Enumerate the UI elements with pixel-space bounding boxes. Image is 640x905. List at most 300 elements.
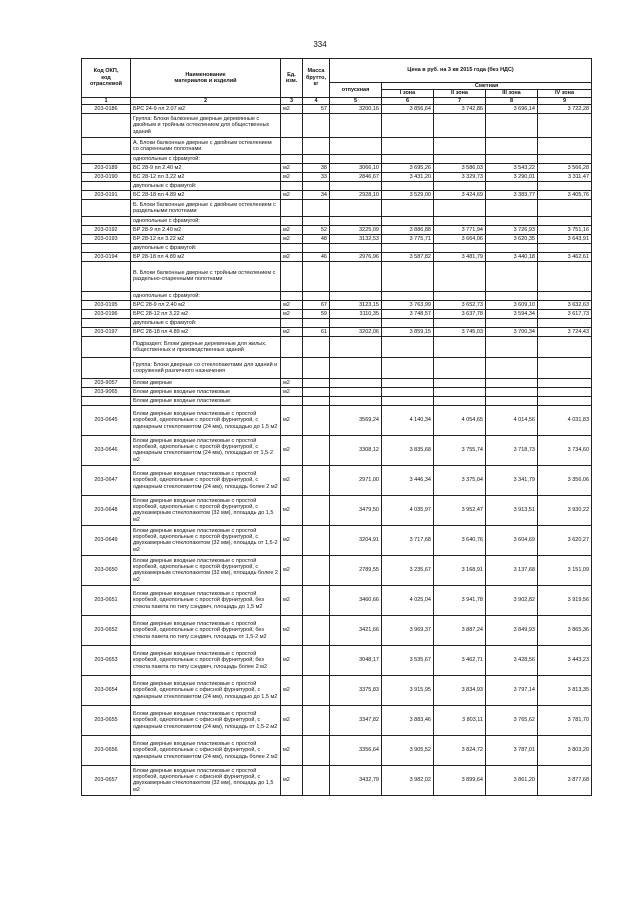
row-mass <box>303 525 330 555</box>
row-zone4-price: 3 311,47 <box>538 172 592 181</box>
column-number: 9 <box>538 97 592 104</box>
row-code <box>82 261 131 291</box>
column-number: 5 <box>330 97 382 104</box>
table-row <box>82 300 592 309</box>
row-unit: м2 <box>281 615 303 645</box>
row-release-price: 3479,50 <box>330 495 382 525</box>
header-unit-line1: Ед. <box>287 71 296 78</box>
row-zone2-price: 3 742,86 <box>434 104 486 113</box>
row-zone4-price: 3 919,56 <box>538 585 592 615</box>
row-code <box>82 318 131 327</box>
row-zone3-price <box>486 113 538 137</box>
row-unit: м2 <box>281 555 303 585</box>
row-zone1-price: 4 025,04 <box>382 585 434 615</box>
row-release-price: 3132,53 <box>330 234 382 243</box>
row-zone4-price <box>538 357 592 378</box>
row-mass <box>303 585 330 615</box>
row-name: двупольные с фрамугой: <box>131 181 281 190</box>
row-zone3-price: 3 700,34 <box>486 327 538 336</box>
row-zone3-price: 3 726,93 <box>486 225 538 234</box>
row-zone4-price: 3 877,68 <box>538 765 592 795</box>
header-zone2: II зона <box>434 90 486 97</box>
row-release-price: 2789,55 <box>330 555 382 585</box>
row-release-price: 3356,64 <box>330 735 382 765</box>
table-row <box>82 765 592 795</box>
header-mass-line2: брутто, <box>305 74 326 81</box>
row-code: 203-0654 <box>82 675 131 705</box>
row-name: Блоки дверные входные пластиковые: <box>131 396 281 405</box>
row-zone4-price <box>538 181 592 190</box>
row-mass <box>303 181 330 190</box>
row-zone1-price: 3 535,67 <box>382 645 434 675</box>
row-zone3-price: 3 718,73 <box>486 435 538 465</box>
table-row <box>82 327 592 336</box>
row-unit: м2 <box>281 387 303 396</box>
row-name: БС 28-9 пл 2.40 м2 <box>131 163 281 172</box>
row-zone3-price: 3 861,20 <box>486 765 538 795</box>
row-code <box>82 243 131 252</box>
header-name <box>131 59 281 98</box>
row-unit: м2 <box>281 765 303 795</box>
row-zone3-price <box>486 199 538 216</box>
row-zone4-price: 3 151,09 <box>538 555 592 585</box>
row-mass <box>303 495 330 525</box>
row-code <box>82 357 131 378</box>
row-mass <box>303 113 330 137</box>
header-price-title: Цена в руб. на 3 кв 2015 года (без НДС) <box>330 59 592 83</box>
row-zone1-price: 3 695,26 <box>382 163 434 172</box>
row-zone3-price: 3 797,14 <box>486 675 538 705</box>
row-zone1-price: 3 748,57 <box>382 309 434 318</box>
row-release-price <box>330 336 382 357</box>
row-release-price <box>330 291 382 300</box>
row-release-price: 3569,24 <box>330 405 382 435</box>
row-unit: м2 <box>281 645 303 675</box>
row-zone1-price: 3 775,71 <box>382 234 434 243</box>
table-row <box>82 154 592 163</box>
row-zone3-price <box>486 396 538 405</box>
row-mass <box>303 243 330 252</box>
row-zone1-price <box>382 387 434 396</box>
row-code: 203-0647 <box>82 465 131 495</box>
table-row <box>82 405 592 435</box>
row-code: 203-0195 <box>82 300 131 309</box>
row-name: Блоки дверные входные пластиковые с простой коробкой, однопольные с офисной фурнитурой, с одинарным стеклопакетом (24 мм), площадь более 2 м2 <box>131 735 281 765</box>
row-zone2-price <box>434 318 486 327</box>
row-code <box>82 137 131 154</box>
row-zone2-price: 3 899,64 <box>434 765 486 795</box>
row-zone3-price: 3 765,62 <box>486 705 538 735</box>
row-name: Блоки дверные входные пластиковые с простой коробкой, однопольные с простой фурнитурой, с двухкамерным стеклопакетом (32 мм), площадь до 1,5 м2 <box>131 495 281 525</box>
row-zone1-price: 4 140,34 <box>382 405 434 435</box>
row-release-price <box>330 318 382 327</box>
row-zone4-price <box>538 243 592 252</box>
row-zone4-price <box>538 378 592 387</box>
row-zone1-price <box>382 261 434 291</box>
price-table <box>81 58 592 796</box>
row-code: 203-0655 <box>82 705 131 735</box>
row-code <box>82 336 131 357</box>
row-zone2-price: 3 952,47 <box>434 495 486 525</box>
table-row <box>82 216 592 225</box>
row-code: 203-0656 <box>82 735 131 765</box>
row-code: 203-0652 <box>82 615 131 645</box>
row-mass: 52 <box>303 225 330 234</box>
row-zone2-price: 3 745,03 <box>434 327 486 336</box>
header-code-line1: Код ОКП, <box>93 68 119 75</box>
table-row <box>82 137 592 154</box>
row-mass <box>303 378 330 387</box>
row-name: Блоки дверные входные пластиковые с простой коробкой, однопольные с простой фурнитурой, без стекла пакета по типу сэндвич, площадь более 2 м2 <box>131 645 281 675</box>
row-name: БРС 28-12 пл 3.22 м2 <box>131 309 281 318</box>
row-zone1-price <box>382 243 434 252</box>
table-row <box>82 113 592 137</box>
row-mass <box>303 735 330 765</box>
row-zone1-price <box>382 216 434 225</box>
row-zone1-price: 3 529,00 <box>382 190 434 199</box>
row-code <box>82 291 131 300</box>
table-body <box>82 104 592 795</box>
row-unit <box>281 318 303 327</box>
row-code: 203-0645 <box>82 405 131 435</box>
row-mass <box>303 435 330 465</box>
row-release-price: 3202,06 <box>330 327 382 336</box>
table-row <box>82 199 592 216</box>
row-unit: м2 <box>281 525 303 555</box>
table-row <box>82 309 592 318</box>
row-mass <box>303 705 330 735</box>
row-zone3-price <box>486 378 538 387</box>
row-zone4-price: 3 462,61 <box>538 252 592 261</box>
row-zone2-price: 3 424,69 <box>434 190 486 199</box>
row-zone4-price: 3 617,73 <box>538 309 592 318</box>
row-zone4-price <box>538 137 592 154</box>
row-zone2-price <box>434 357 486 378</box>
row-unit: м2 <box>281 585 303 615</box>
row-zone4-price: 3 930,22 <box>538 495 592 525</box>
row-mass <box>303 765 330 795</box>
row-name: БРС 28-18 пл 4.89 м2 <box>131 327 281 336</box>
row-name: БР 28-18 пл 4.89 м2 <box>131 252 281 261</box>
row-name: Блоки дверные входные пластиковые <box>131 387 281 396</box>
row-zone1-price: 3 859,15 <box>382 327 434 336</box>
header-name-line1: Наименование <box>185 71 226 78</box>
row-release-price: 3048,17 <box>330 645 382 675</box>
row-release-price <box>330 357 382 378</box>
row-code: 203-0197 <box>82 327 131 336</box>
table-row <box>82 585 592 615</box>
row-zone4-price <box>538 387 592 396</box>
row-zone4-price <box>538 216 592 225</box>
row-mass <box>303 154 330 163</box>
column-number-row <box>82 97 592 104</box>
row-zone3-price: 3 787,01 <box>486 735 538 765</box>
row-zone4-price <box>538 291 592 300</box>
row-release-price <box>330 113 382 137</box>
row-release-price <box>330 387 382 396</box>
row-name: Группа: Блоки дверные со стеклопакетами для зданий и сооружений различного назначения <box>131 357 281 378</box>
row-zone1-price <box>382 181 434 190</box>
row-code <box>82 216 131 225</box>
row-zone3-price: 3 594,34 <box>486 309 538 318</box>
row-zone2-price <box>434 113 486 137</box>
row-zone1-price: 3 717,68 <box>382 525 434 555</box>
row-zone3-price: 3 137,68 <box>486 555 538 585</box>
table-row <box>82 234 592 243</box>
row-name: однопольные с фрамугой: <box>131 291 281 300</box>
row-release-price: 2928,10 <box>330 190 382 199</box>
row-unit <box>281 261 303 291</box>
row-zone4-price: 3 356,06 <box>538 465 592 495</box>
row-zone1-price: 3 883,46 <box>382 705 434 735</box>
row-release-price: 3308,12 <box>330 435 382 465</box>
row-zone3-price: 3 902,82 <box>486 585 538 615</box>
row-zone4-price: 3 566,28 <box>538 163 592 172</box>
table-row <box>82 378 592 387</box>
row-mass: 38 <box>303 163 330 172</box>
column-number: 1 <box>82 97 131 104</box>
header-unit <box>281 59 303 98</box>
row-name: БРС 28-9 пл 2.40 м2 <box>131 300 281 309</box>
row-zone2-price: 3 462,71 <box>434 645 486 675</box>
header-estimate: Сметная <box>382 83 592 90</box>
row-mass <box>303 216 330 225</box>
header-zone3: III зона <box>486 90 538 97</box>
row-unit: м2 <box>281 163 303 172</box>
row-code <box>82 113 131 137</box>
row-name: Блоки дверные входные пластиковые с простой коробкой, однопольные с простой фурнитурой, с одинарным стеклопакетом (24 мм), площадью до 1,5 м2 <box>131 405 281 435</box>
row-name: А. Блоки балконные дверные с двойным остеклением со спаренными полотнами <box>131 137 281 154</box>
column-number: 7 <box>434 97 486 104</box>
row-code: 203-0193 <box>82 234 131 243</box>
row-release-price: 3375,83 <box>330 675 382 705</box>
row-zone3-price: 3 913,51 <box>486 495 538 525</box>
row-release-price <box>330 396 382 405</box>
row-code: 203-0192 <box>82 225 131 234</box>
row-zone3-price <box>486 243 538 252</box>
row-zone2-price <box>434 154 486 163</box>
row-zone4-price: 3 443,23 <box>538 645 592 675</box>
row-unit: м2 <box>281 378 303 387</box>
row-zone3-price: 3 609,10 <box>486 300 538 309</box>
row-zone2-price: 3 637,78 <box>434 309 486 318</box>
row-name: Подраздел: Блоки дверные деревянные для жилых, общественных и производственных зданий <box>131 336 281 357</box>
header-code-line2: код <box>101 74 111 81</box>
row-zone2-price: 3 652,73 <box>434 300 486 309</box>
row-name: однопольные с фрамугой: <box>131 216 281 225</box>
row-unit: м2 <box>281 705 303 735</box>
row-release-price <box>330 378 382 387</box>
row-zone1-price: 3 446,34 <box>382 465 434 495</box>
row-unit: м2 <box>281 300 303 309</box>
row-release-price: 3204,91 <box>330 525 382 555</box>
table-row <box>82 243 592 252</box>
row-unit <box>281 357 303 378</box>
row-unit: м2 <box>281 309 303 318</box>
row-mass: 33 <box>303 172 330 181</box>
row-zone4-price: 3 865,36 <box>538 615 592 645</box>
table-row <box>82 172 592 181</box>
row-unit: м2 <box>281 172 303 181</box>
row-name: БР 28-12 пл 3.22 м2 <box>131 234 281 243</box>
row-zone1-price: 4 035,97 <box>382 495 434 525</box>
row-zone2-price <box>434 336 486 357</box>
row-zone1-price <box>382 291 434 300</box>
column-number: 2 <box>131 97 281 104</box>
row-zone1-price: 3 235,67 <box>382 555 434 585</box>
header-mass <box>303 59 330 98</box>
row-zone4-price <box>538 396 592 405</box>
row-mass <box>303 396 330 405</box>
table-row <box>82 336 592 357</box>
row-zone3-price <box>486 387 538 396</box>
header-unit-line2: изм. <box>285 77 298 84</box>
row-mass <box>303 387 330 396</box>
row-zone1-price <box>382 199 434 216</box>
row-zone1-price <box>382 396 434 405</box>
row-release-price: 2976,96 <box>330 252 382 261</box>
row-code: 203-0190 <box>82 172 131 181</box>
row-zone3-price: 3 383,77 <box>486 190 538 199</box>
header-zone4: IV зона <box>538 90 592 97</box>
table-row <box>82 615 592 645</box>
table-row <box>82 318 592 327</box>
header-mass-line3: кг <box>313 80 319 87</box>
row-unit <box>281 291 303 300</box>
row-mass <box>303 675 330 705</box>
row-unit <box>281 216 303 225</box>
row-mass: 67 <box>303 300 330 309</box>
row-zone3-price: 4 014,56 <box>486 405 538 435</box>
row-zone2-price <box>434 181 486 190</box>
row-release-price: 3110,35 <box>330 309 382 318</box>
row-release-price: 3123,15 <box>330 300 382 309</box>
row-zone4-price: 3 620,27 <box>538 525 592 555</box>
row-zone2-price <box>434 199 486 216</box>
row-zone3-price: 3 696,14 <box>486 104 538 113</box>
table-row <box>82 396 592 405</box>
row-unit: м2 <box>281 327 303 336</box>
row-zone3-price: 3 543,22 <box>486 163 538 172</box>
row-unit <box>281 336 303 357</box>
table-row <box>82 465 592 495</box>
row-zone1-price <box>382 113 434 137</box>
row-code: 203-0650 <box>82 555 131 585</box>
row-zone1-price: 3 915,95 <box>382 675 434 705</box>
row-code: 203-0649 <box>82 525 131 555</box>
column-number: 4 <box>303 97 330 104</box>
row-zone1-price <box>382 154 434 163</box>
row-zone3-price <box>486 291 538 300</box>
table-row <box>82 555 592 585</box>
row-mass <box>303 357 330 378</box>
row-release-price: 3200,16 <box>330 104 382 113</box>
row-code: 203-0194 <box>82 252 131 261</box>
row-name: Блоки дверные входные пластиковые с простой коробкой, однопольные с офисной фурнитурой, с двухкамерным стеклопакетом (32 мм), площадь до 1,5 м2 <box>131 765 281 795</box>
row-zone2-price <box>434 243 486 252</box>
row-name: Б. Блоки балконные дверные с двойным остеклением с раздельными полотнами <box>131 199 281 216</box>
table-row <box>82 357 592 378</box>
row-unit: м2 <box>281 190 303 199</box>
row-release-price <box>330 181 382 190</box>
row-unit: м2 <box>281 675 303 705</box>
row-name: Группа: Блоки балконные дверные деревянные с двойным и тройным остеклением для общественных зданий <box>131 113 281 137</box>
row-zone3-price: 3 290,01 <box>486 172 538 181</box>
row-zone4-price: 3 781,70 <box>538 705 592 735</box>
row-zone3-price <box>486 261 538 291</box>
header-release: отпускная <box>330 83 382 98</box>
row-zone4-price: 3 405,76 <box>538 190 592 199</box>
row-zone4-price: 3 751,16 <box>538 225 592 234</box>
table-header <box>82 59 592 105</box>
row-zone1-price <box>382 336 434 357</box>
row-zone2-price: 3 664,06 <box>434 234 486 243</box>
row-zone4-price <box>538 261 592 291</box>
row-zone2-price <box>434 396 486 405</box>
row-unit <box>281 199 303 216</box>
row-zone4-price: 3 632,63 <box>538 300 592 309</box>
row-name: Блоки дверные входные пластиковые с простой коробкой, однопольные с простой фурнитурой, без стекла пакета по типу сэндвич, площадь до 1,5 м2 <box>131 585 281 615</box>
row-zone1-price: 3 886,88 <box>382 225 434 234</box>
row-zone1-price <box>382 318 434 327</box>
row-unit: м2 <box>281 104 303 113</box>
row-code: 203-9065 <box>82 387 131 396</box>
row-zone3-price: 3 440,18 <box>486 252 538 261</box>
row-code: 203-0648 <box>82 495 131 525</box>
row-mass <box>303 645 330 675</box>
table-row <box>82 525 592 555</box>
row-zone2-price: 3 586,03 <box>434 163 486 172</box>
row-code: 203-0189 <box>82 163 131 172</box>
row-zone4-price <box>538 113 592 137</box>
row-zone2-price: 3 887,24 <box>434 615 486 645</box>
row-zone2-price <box>434 291 486 300</box>
row-code <box>82 396 131 405</box>
row-name: Блоки дверные входные пластиковые с простой коробкой, однопольные с простой фурнитурой, с двухкамерным стеклопакетом (32 мм), площадь от 1,5-2 м2 <box>131 525 281 555</box>
row-release-price: 3460,66 <box>330 585 382 615</box>
row-zone1-price <box>382 357 434 378</box>
row-zone2-price: 3 771,94 <box>434 225 486 234</box>
row-zone2-price: 4 054,65 <box>434 405 486 435</box>
row-zone1-price: 3 835,68 <box>382 435 434 465</box>
row-zone2-price <box>434 261 486 291</box>
table-row <box>82 735 592 765</box>
row-unit <box>281 181 303 190</box>
row-name: Блоки дверные входные пластиковые с простой коробкой, однопольные с офисной фурнитурой, с одинарным стеклопакетом (24 мм), площадь от 1,5-2 м2 <box>131 705 281 735</box>
header-code <box>82 59 131 98</box>
row-zone3-price: 3 428,56 <box>486 645 538 675</box>
row-mass: 46 <box>303 252 330 261</box>
row-code: 203-0191 <box>82 190 131 199</box>
row-mass <box>303 615 330 645</box>
row-code <box>82 199 131 216</box>
row-zone2-price <box>434 378 486 387</box>
row-code: 203-9057 <box>82 378 131 387</box>
row-mass <box>303 261 330 291</box>
row-zone1-price: 3 587,82 <box>382 252 434 261</box>
row-zone4-price: 3 722,28 <box>538 104 592 113</box>
row-name: В. Блоки балконные дверные с тройным остеклением с раздельно-спаренными полотнами <box>131 261 281 291</box>
row-name: Блоки дверные входные пластиковые с простой коробкой, однопольные с простой фурнитурой, без стекла пакета по типу сэндвич, площадь от 1,5-2 м2 <box>131 615 281 645</box>
row-unit: м2 <box>281 735 303 765</box>
header-zone1: I зона <box>382 90 434 97</box>
row-release-price <box>330 137 382 154</box>
row-name: Блоки дверные входные пластиковые с простой коробкой, однопольные с простой фурнитурой, с одинарным стеклопакетом (24 мм), площадью от 1,5-2 м2 <box>131 435 281 465</box>
row-zone3-price <box>486 336 538 357</box>
table-row <box>82 291 592 300</box>
column-number: 6 <box>382 97 434 104</box>
row-unit <box>281 137 303 154</box>
